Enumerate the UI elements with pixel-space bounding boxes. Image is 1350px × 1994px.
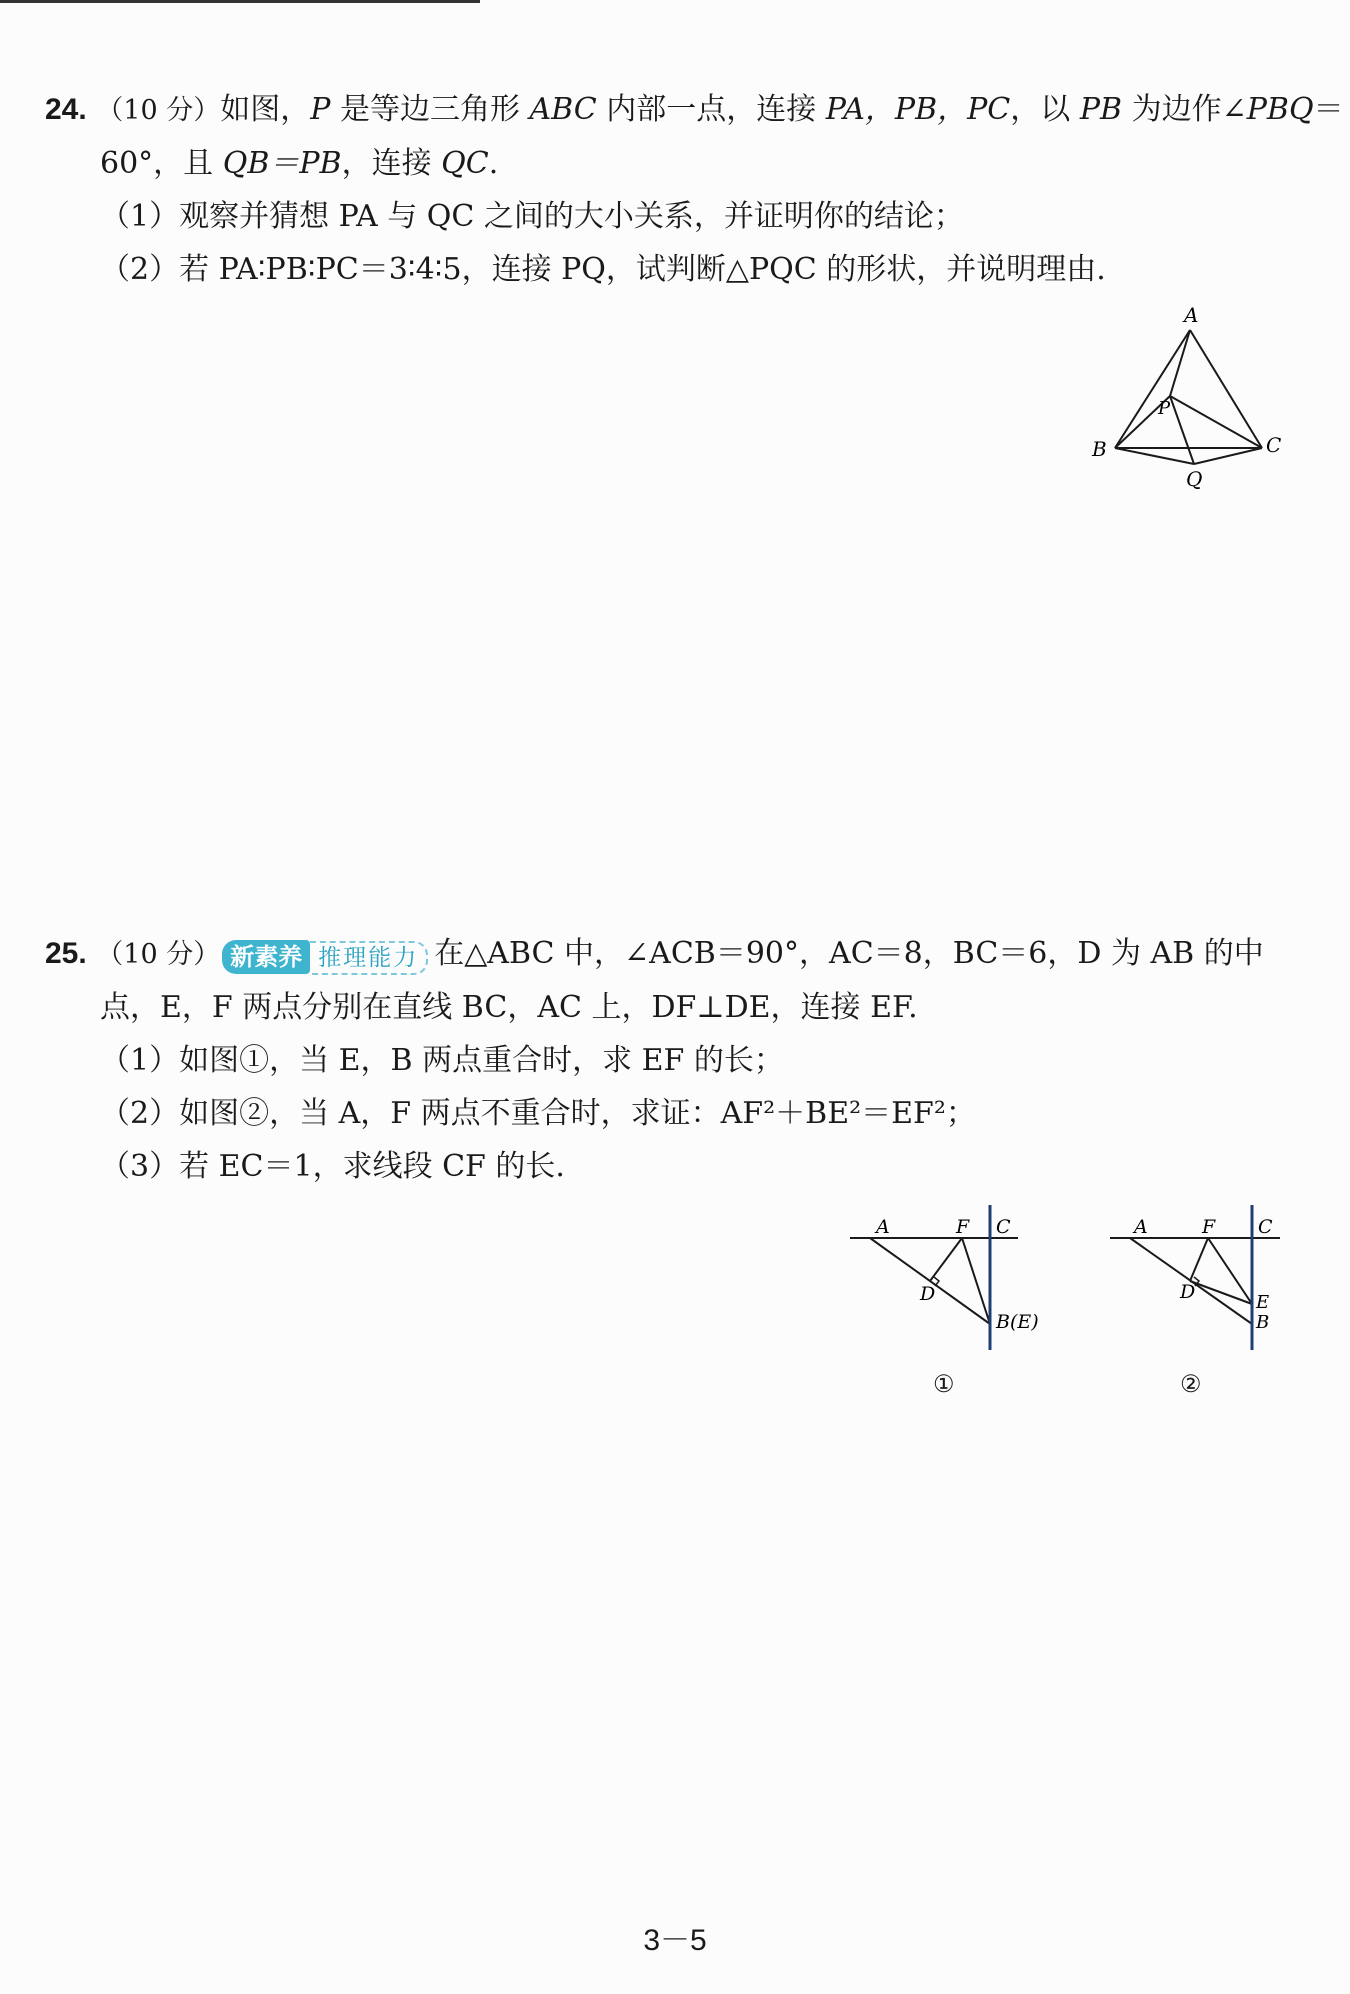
q24-points: （10 分） bbox=[96, 95, 221, 126]
q25-points: （10 分） bbox=[96, 939, 221, 970]
fig2-label-A: A bbox=[1134, 1216, 1148, 1238]
fig2-label-F: F bbox=[1202, 1216, 1216, 1238]
fig2-label-D: D bbox=[1180, 1281, 1196, 1303]
q24-line1: 24. （10 分）如图，P 是等边三角形 ABC 内部一点，连接 PA，PB，PC，以 PB 为边作∠PBQ＝ bbox=[45, 92, 1344, 127]
q25-line1: 25. （10 分） 新素养 推理能力 在△ABC 中，∠ACB＝90°，AC＝8，BC＝6，D 为 AB 的中 bbox=[45, 934, 1264, 975]
fig1-label-BE: B(E) bbox=[996, 1311, 1039, 1333]
q24-sub2: （2）若 PA∶PB∶PC＝3∶4∶5，连接 PQ，试判断△PQC 的形状，并说明理由. bbox=[100, 252, 1106, 287]
fig2-label-E: E bbox=[1256, 1292, 1270, 1313]
fig1-label-C: C bbox=[996, 1216, 1011, 1238]
fig2-label-C: C bbox=[1258, 1216, 1273, 1238]
fig1-caption: ① bbox=[933, 1370, 955, 1398]
badge-reasoning: 推理能力 bbox=[310, 941, 428, 975]
fig2-caption: ② bbox=[1180, 1370, 1202, 1398]
label-P: P bbox=[1158, 398, 1171, 419]
q24-number: 24. bbox=[45, 93, 87, 126]
label-A: A bbox=[1184, 303, 1199, 327]
top-rule bbox=[0, 0, 480, 3]
q25-line2: 点，E，F 两点分别在直线 BC，AC 上，DF⊥DE，连接 EF. bbox=[100, 990, 918, 1025]
q24-line2: 60°，且 QB＝PB，连接 QC. bbox=[100, 146, 499, 181]
q24-triangle-figure bbox=[1090, 300, 1290, 500]
label-Q: Q bbox=[1186, 467, 1203, 491]
q25-sub2: （2）如图②，当 A，F 两点不重合时，求证：AF²＋BE²＝EF²； bbox=[100, 1096, 976, 1131]
badge-new-literacy: 新素养 bbox=[222, 940, 310, 974]
fig1-label-A: A bbox=[876, 1216, 890, 1238]
q24-sub1: （1）观察并猜想 PA 与 QC 之间的大小关系，并证明你的结论； bbox=[100, 199, 964, 234]
label-B: B bbox=[1092, 437, 1107, 461]
q25-number: 25. bbox=[45, 937, 87, 970]
fig1-label-F: F bbox=[956, 1216, 970, 1238]
page-number: 3－5 bbox=[643, 1924, 707, 1957]
q25-sub3: （3）若 EC＝1，求线段 CF 的长. bbox=[100, 1149, 565, 1184]
literacy-badge bbox=[222, 936, 428, 970]
fig2-label-B: B bbox=[1256, 1312, 1270, 1333]
q25-sub1: （1）如图①，当 E，B 两点重合时，求 EF 的长； bbox=[100, 1043, 784, 1078]
label-C: C bbox=[1266, 433, 1282, 457]
q25-figure-2 bbox=[1100, 1200, 1340, 1360]
q25-figure-1 bbox=[840, 1200, 1080, 1360]
fig1-label-D: D bbox=[920, 1283, 936, 1305]
